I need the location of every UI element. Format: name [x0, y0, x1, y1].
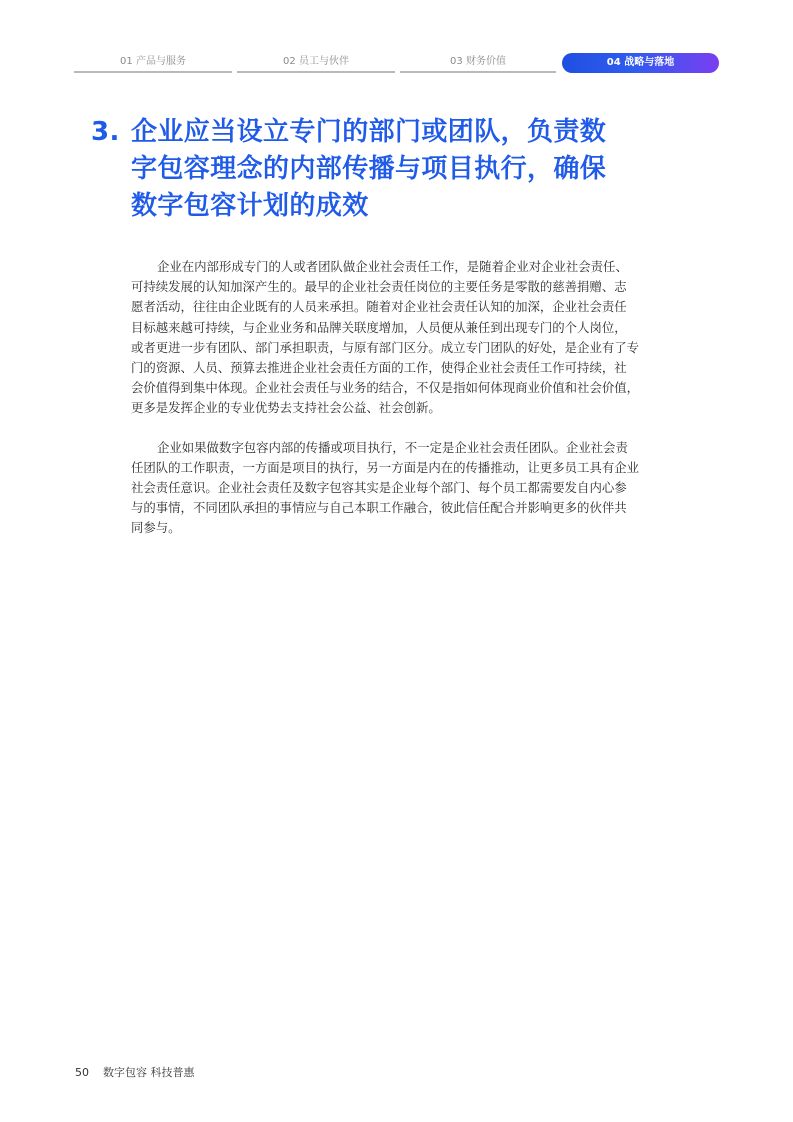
paragraph-line: 或者更进一步有团队、部门承担职责，与原有部门区分。成立专门团队的好处，是企业有了专 — [131, 339, 640, 355]
section-heading — [91, 114, 691, 225]
tab-employees-partners[interactable]: 02 员工与伙伴 — [237, 53, 395, 73]
page-number: 50 — [75, 1066, 89, 1079]
paragraph-line: 更多是发挥企业的专业优势去支持社会公益、社会创新。 — [131, 400, 441, 416]
paragraph-line: 愿者活动，往往由企业既有的人员来承担。随着对企业社会责任认知的加深，企业社会责任 — [131, 299, 627, 315]
heading-line-1 — [91, 114, 691, 151]
body-text — [131, 257, 674, 558]
paragraph-line: 社会责任意识。企业社会责任及数字包容其实是企业每个部门、每个员工都需要发自内心参 — [131, 480, 627, 496]
paragraph-line: 目标越来越可持续，与企业业务和品牌关联度增加，人员便从兼任到出现专门的个人岗位， — [131, 319, 627, 335]
tab-financial-value[interactable]: 03 财务价值 — [400, 53, 556, 73]
paragraph-line: 会价值得到集中体现。企业社会责任与业务的结合，不仅是指如何体现商业价值和社会价值， — [131, 380, 640, 396]
heading-line-2: 字包容理念的内部传播与项目执行，确保 — [131, 154, 607, 184]
paragraph-1 — [131, 257, 674, 419]
tab-products-services[interactable]: 01 产品与服务 — [74, 53, 232, 73]
paragraph-line: 与的事情，不同团队承担的事情应与自己本职工作融合，彼此信任配合并影响更多的伙伴共 — [131, 500, 627, 516]
publication-title: 数字包容 科技普惠 — [103, 1066, 195, 1079]
page-footer — [75, 1064, 195, 1080]
paragraph-line: 同参与。 — [131, 520, 181, 536]
section-navigation — [74, 53, 719, 73]
heading-number: 3. — [91, 117, 120, 147]
paragraph-line: 企业如果做数字包容内部的传播或项目执行，不一定是企业社会责任团队。企业社会责 — [157, 439, 628, 455]
heading-line-3: 数字包容计划的成效 — [131, 191, 369, 221]
heading-text-1: 企业应当设立专门的部门或团队，负责数 — [131, 117, 607, 147]
paragraph-line: 任团队的工作职责，一方面是项目的执行，另一方面是内在的传播推动，让更多员工具有企业 — [131, 459, 640, 475]
paragraph-line: 企业在内部形成专门的人或者团队做企业社会责任工作，是随着企业对企业社会责任、 — [157, 259, 628, 274]
paragraph-line: 可持续发展的认知加深产生的。最早的企业社会责任岗位的主要任务是零散的慈善捐赠、志 — [131, 279, 627, 295]
tab-strategy-implementation[interactable]: 04 战略与落地 — [562, 53, 719, 73]
paragraph-2 — [131, 438, 674, 539]
paragraph-line: 门的资源、人员、预算去推进企业社会责任方面的工作，使得企业社会责任工作可持续，社 — [131, 360, 627, 376]
